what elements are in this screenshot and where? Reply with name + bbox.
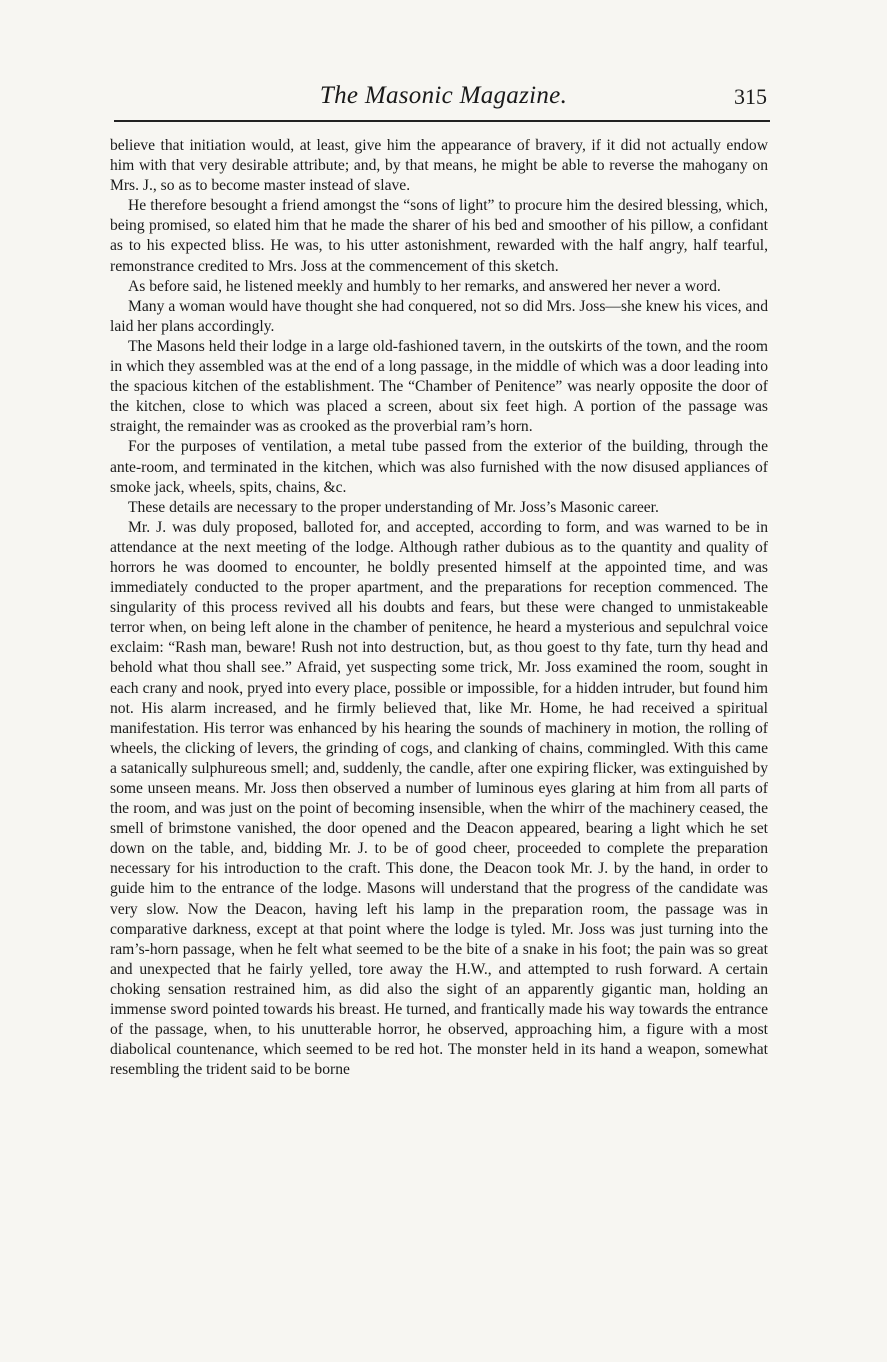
- paragraph: For the purposes of ventilation, a metal tube passed from the exterior of the building, through the ante-room, and terminated in the kitchen, which was also furnished with the now disused appliances of smoke jack, wheels, spits, chains, &c.: [110, 438, 768, 496]
- paragraph: As before said, he listened meekly and humbly to her remarks, and answered her never a word.: [128, 277, 721, 295]
- paragraph: These details are necessary to the proper understanding of Mr. Joss’s Masonic career.: [128, 498, 659, 516]
- article-body: [110, 136, 768, 1080]
- running-title: The Masonic Magazine.: [319, 82, 568, 109]
- paragraph: believe that initiation would, at least, give him the appearance of bravery, if it did not actually endow him with that very desirable attribute; and, by that means, he might be able to reverse the mahogany on Mrs. J., so as to become master instead of slave.: [110, 137, 768, 195]
- header-rule: [114, 120, 770, 122]
- paragraph: Many a woman would have thought she had conquered, not so did Mrs. Joss—she knew his vices, and laid her plans accordingly.: [110, 297, 768, 335]
- paragraph: The Masons held their lodge in a large old-fashioned tavern, in the outskirts of the town, and the room in which they assembled was at the end of a long passage, in the middle of which was a door leading into the spacious kitchen of the establishment. The “Chamber of Penitence” was nearly opposite the door of the kitchen, close to which was placed a screen, about six feet high. A portion of the passage was straight, the remainder was as crooked as the proverbial ram’s horn.: [110, 337, 768, 436]
- paragraph: Mr. J. was duly proposed, balloted for, and accepted, according to form, and was warned to be in attendance at the next meeting of the lodge. Although rather dubious as to the quantity and quality of horrors he was doomed to encounter, he boldly presented himself at the appointed time, and was immediately conducted to the proper apartment, and the preparations for reception commenced. The singularity of this process revived all his doubts and fears, but these were changed to unmistakeable terror when, on being left alone in the chamber of penitence, he heard a mysterious and sepulchral voice exclaim: “Rash man, beware! Rush not into destruction, but, as thou goest to thy fate, turn thy head and behold what thou shall see.” Afraid, yet suspecting some trick, Mr. Joss examined the room, sought in each crany and nook, pryed into every place, possible or impossible, for a hidden intruder, but found him not. His alarm increased, and he firmly believed that, like Mr. Home, he had received a spiritual manifestation. His terror was enhanced by his hearing the sounds of machinery in motion, the rolling of wheels, the clicking of levers, the grinding of cogs, and clanking of chains, commingled. With this came a satanically sulphureous smell; and, suddenly, the candle, after one expiring flicker, was extinguished by some unseen means. Mr. Joss then observed a number of luminous eyes glaring at him from all parts of the room, and was just on the point of becoming insensible, when the whirr of the machinery ceased, the smell of brimstone vanished, the door opened and the Deacon appeared, bearing a light which he set down on the table, and, bidding Mr. J. to be of good cheer, proceeded to complete the preparation necessary for his introduction to the craft. This done, the Deacon took Mr. J. by the hand, in order to guide him to the entrance of the lodge. Masons will understand that the progress of the candidate was very slow. Now the Deacon, having left his lamp in the preparation room, the passage was in comparative darkness, except at that point where the lodge is tyled. Mr. Joss was just turning into the ram’s-horn passage, when he felt what seemed to be the bite of a snake in his foot; the pain was so great and unexpected that he fairly yelled, tore away the H.W., and attempted to rush forward. A certain choking sensation restrained him, as did also the sight of an apparently gigantic man, holding an immense sword pointed towards his breast. He turned, and frantically made his way towards the entrance of the passage, when, to his unutterable horror, he observed, approaching him, a figure with a most diabolical countenance, which seemed to be red hot. The monster held in its hand a weapon, somewhat resembling the trident said to be borne: [110, 518, 768, 1079]
- paragraph: He therefore besought a friend amongst the “sons of light” to procure him the desired blessing, which, being promised, so elated him that he made the sharer of his bed and smoother of his pillow, a confidant as to his expected bliss. He was, to his utter astonishment, rewarded with the half angry, half tearful, remonstrance credited to Mrs. Joss at the commencement of this sketch.: [110, 197, 768, 275]
- page-number: 315: [734, 84, 767, 109]
